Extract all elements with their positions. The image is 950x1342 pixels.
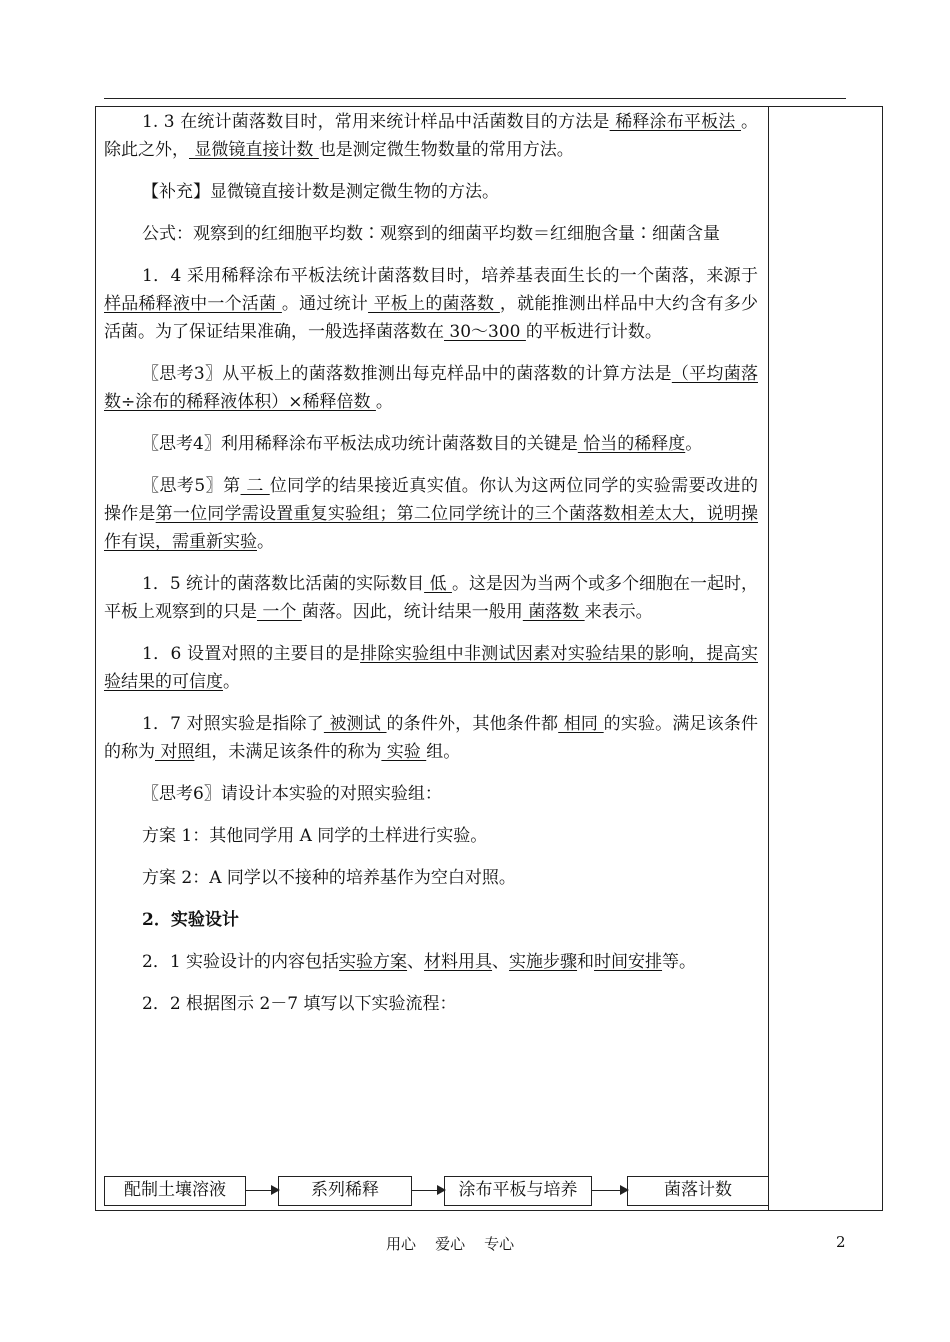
table-column-divider [768,106,769,1211]
paragraph-2-2: 2．2 根据图示 2－7 填写以下实验流程： [142,994,457,1014]
answer-blank: 样品稀释液中一个活菌 [104,294,282,314]
formula-note: 公式：观察到的红细胞平均数∶观察到的细菌平均数＝红细胞含量∶细菌含量 [142,224,720,244]
supplement-note: 【补充】显微镜直接计数是测定微生物的方法。 [142,182,499,202]
answer-blank: 30～300 [444,322,526,342]
paragraph-1-4: 1．4 采用稀释涂布平板法统计菌落数目时，培养基表面生长的一个菌落，来源于 样品稀释液中一个活菌 。通过统计 平板上的菌落数 ，就能推测出样品中大约含有多少活菌。为了保证结果准确，一般选择菌落数在 30～300 的平板进行计数。 [104,266,759,342]
flow-arrow [412,1190,444,1191]
flow-arrow [246,1190,278,1191]
think-5: 〖思考5〗第 二 位同学的结果接近真实值。你认为这两位同学的实验需要改进的操作是第一位同学需设置重复实验组；第二位同学统计的三个菌落数相差太大，说明操作有误，需重新实验。 [104,476,759,552]
flow-step-2: 系列稀释 [278,1176,412,1206]
section-heading: 2．实验设计 [142,910,239,930]
answer-blank: 一个 [257,602,302,622]
answer-blank: 排除实验组中非测试因素对实验结果的影响，提高实验结果的可信度 [104,644,758,692]
paragraph-1-5: 1．5 统计的菌落数比活菌的实际数目 低 。这是因为当两个或多个细胞在一起时，平板上观察到的只是 一个 菌落。因此，统计结果一般用 菌落数 来表示。 [104,574,759,622]
paragraph-1-3: 1. 3 在统计菌落数目时，常用来统计样品中活菌数目的方法是 稀释涂布平板法 。除此之外， 显微镜直接计数 也是测定微生物数量的常用方法。 [104,112,759,160]
paragraph-2-1: 2．1 实验设计的内容包括实验方案、材料用具、实施步骤和时间安排等。 [142,952,697,972]
content-cell [104,108,758,1032]
answer-blank: 实验 [381,742,427,762]
answer-blank: 显微镜直接计数 [189,140,319,160]
answer-blank: 平板上的菌落数 [368,294,500,314]
header-rule [104,98,846,99]
flow-step-4: 菌落计数 [627,1176,769,1206]
flow-step-3: 涂布平板与培养 [444,1176,592,1206]
answer-blank: 实验方案 [339,952,408,972]
answer-blank: 二 [240,476,270,496]
plan-1: 方案 1：其他同学用 A 同学的土样进行实验。 [142,826,488,846]
flow-arrow [592,1190,627,1191]
answer-blank: 材料用具 [424,952,493,972]
answer-blank: （平均菌落数÷涂布的稀释液体积）×稀释倍数 [104,364,758,412]
answer-blank: 时间安排 [594,952,663,972]
answer-blank: 菌落数 [522,602,585,622]
plan-2: 方案 2：A 同学以不接种的培养基作为空白对照。 [142,868,516,888]
think-4: 〖思考4〗利用稀释涂布平板法成功统计菌落数目的关键是 恰当的稀释度。 [142,434,703,454]
answer-blank: 第一位同学需设置重复实验组；第二位同学统计的三个菌落数相差太大，说明操作有误，需重新实验 [104,504,759,552]
page-number: 2 [836,1233,846,1251]
footer-motto: 用心 爱心 专心 [386,1235,515,1253]
answer-blank: 被测试 [323,714,387,734]
answer-blank: 稀释涂布平板法 [609,112,742,132]
think-6: 〖思考6〗请设计本实验的对照实验组： [142,784,442,804]
paragraph-1-6: 1．6 设置对照的主要目的是排除实验组中非测试因素对实验结果的影响，提高实验结果的可信度。 [104,644,758,692]
flow-step-1: 配制土壤溶液 [104,1176,246,1206]
paragraph-1-7: 1．7 对照实验是指除了 被测试 的条件外，其他条件都 相同 的实验。满足该条件的称为 对照组，未满足该条件的称为 实验 组。 [104,714,759,762]
answer-blank: 低 [424,574,452,594]
think-3: 〖思考3〗从平板上的菌落数推测出每克样品中的菌落数的计算方法是（平均菌落数÷涂布的稀释液体积）×稀释倍数 。 [104,364,758,412]
answer-blank: 对照 [155,742,195,762]
answer-blank: 实施步骤 [509,952,578,972]
answer-blank: 相同 [558,714,604,734]
answer-blank: 恰当的稀释度 [577,434,686,454]
